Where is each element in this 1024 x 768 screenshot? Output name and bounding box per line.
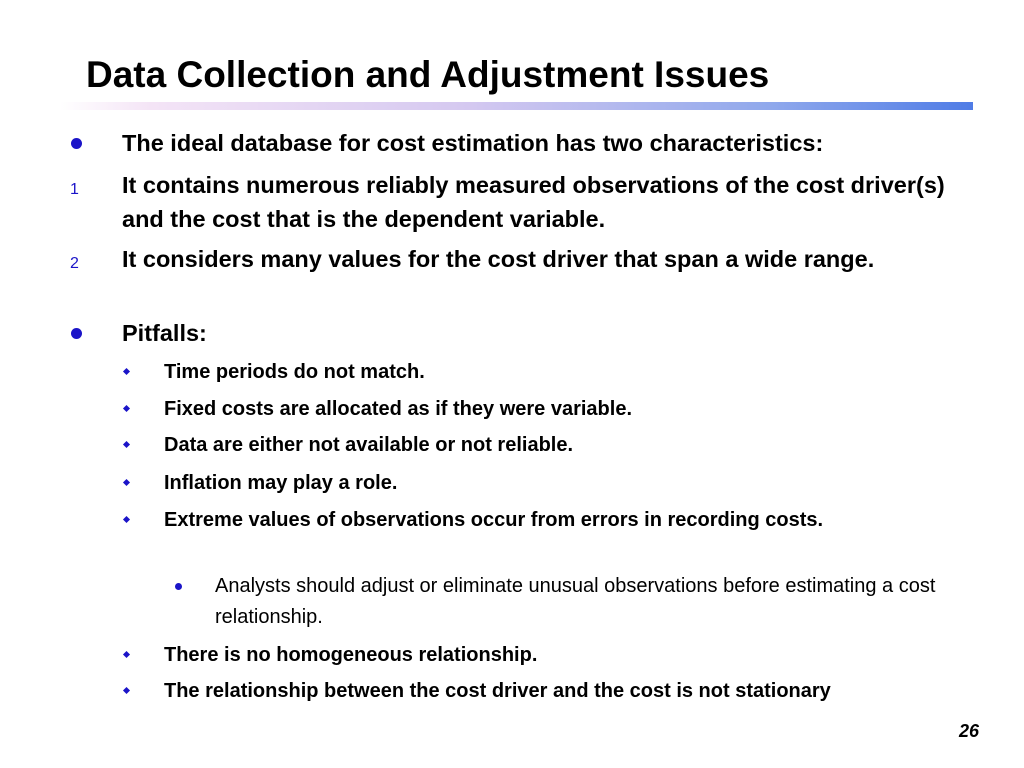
- pitfall-text: Fixed costs are allocated as if they were variable.: [164, 398, 632, 420]
- bullet-dot-icon: [71, 328, 82, 339]
- bullet-text: The ideal database for cost estimation has two characteristics:: [122, 130, 824, 156]
- pitfall-item: [121, 430, 954, 461]
- pitfall-item: [121, 394, 954, 425]
- bullet-dot-icon: [71, 138, 82, 149]
- pitfall-text: Data are either not available or not reliable.: [164, 434, 574, 456]
- diamond-bullet-icon: [123, 516, 130, 523]
- bullet-characteristic-1: [70, 168, 982, 236]
- diamond-bullet-icon: [123, 441, 130, 448]
- pitfall-item: [121, 676, 954, 707]
- diamond-bullet-icon: [123, 651, 130, 658]
- diamond-bullet-icon: [123, 368, 130, 375]
- number-marker: 2: [70, 255, 79, 272]
- bullet-ideal-database: [70, 126, 982, 160]
- slide-title: Data Collection and Adjustment Issues: [86, 54, 770, 95]
- bullet-pitfalls: [70, 316, 982, 350]
- pitfall-text: Inflation may play a role.: [164, 472, 398, 494]
- bullet-text: It contains numerous reliably measured observations of the cost driver(s) and the cost that is the dependent variable.: [122, 172, 945, 232]
- pitfall-item: [121, 505, 954, 536]
- number-marker: 1: [70, 181, 79, 198]
- page-number: 26: [958, 721, 979, 741]
- pitfall-item: [121, 468, 954, 499]
- pitfall-item: [121, 357, 954, 388]
- dot-bullet-icon: [175, 583, 182, 590]
- diamond-bullet-icon: [123, 687, 130, 694]
- pitfall-item: [121, 640, 954, 671]
- pitfall-text: There is no homogeneous relationship.: [164, 644, 538, 666]
- bullet-text: Pitfalls:: [122, 320, 207, 346]
- diamond-bullet-icon: [123, 405, 130, 412]
- pitfall-text: The relationship between the cost driver and the cost is not stationary: [164, 680, 831, 702]
- pitfall-text: Extreme values of observations occur from errors in recording costs.: [164, 509, 824, 531]
- diamond-bullet-icon: [123, 479, 130, 486]
- bullet-characteristic-2: [70, 242, 982, 276]
- sub-bullet-text: Analysts should adjust or eliminate unusual observations before estimating a cost relationship.: [215, 575, 936, 628]
- sub-bullet-unusual-observations: [171, 571, 975, 633]
- bullet-text: It considers many values for the cost driver that span a wide range.: [122, 246, 875, 272]
- pitfall-text: Time periods do not match.: [164, 361, 425, 383]
